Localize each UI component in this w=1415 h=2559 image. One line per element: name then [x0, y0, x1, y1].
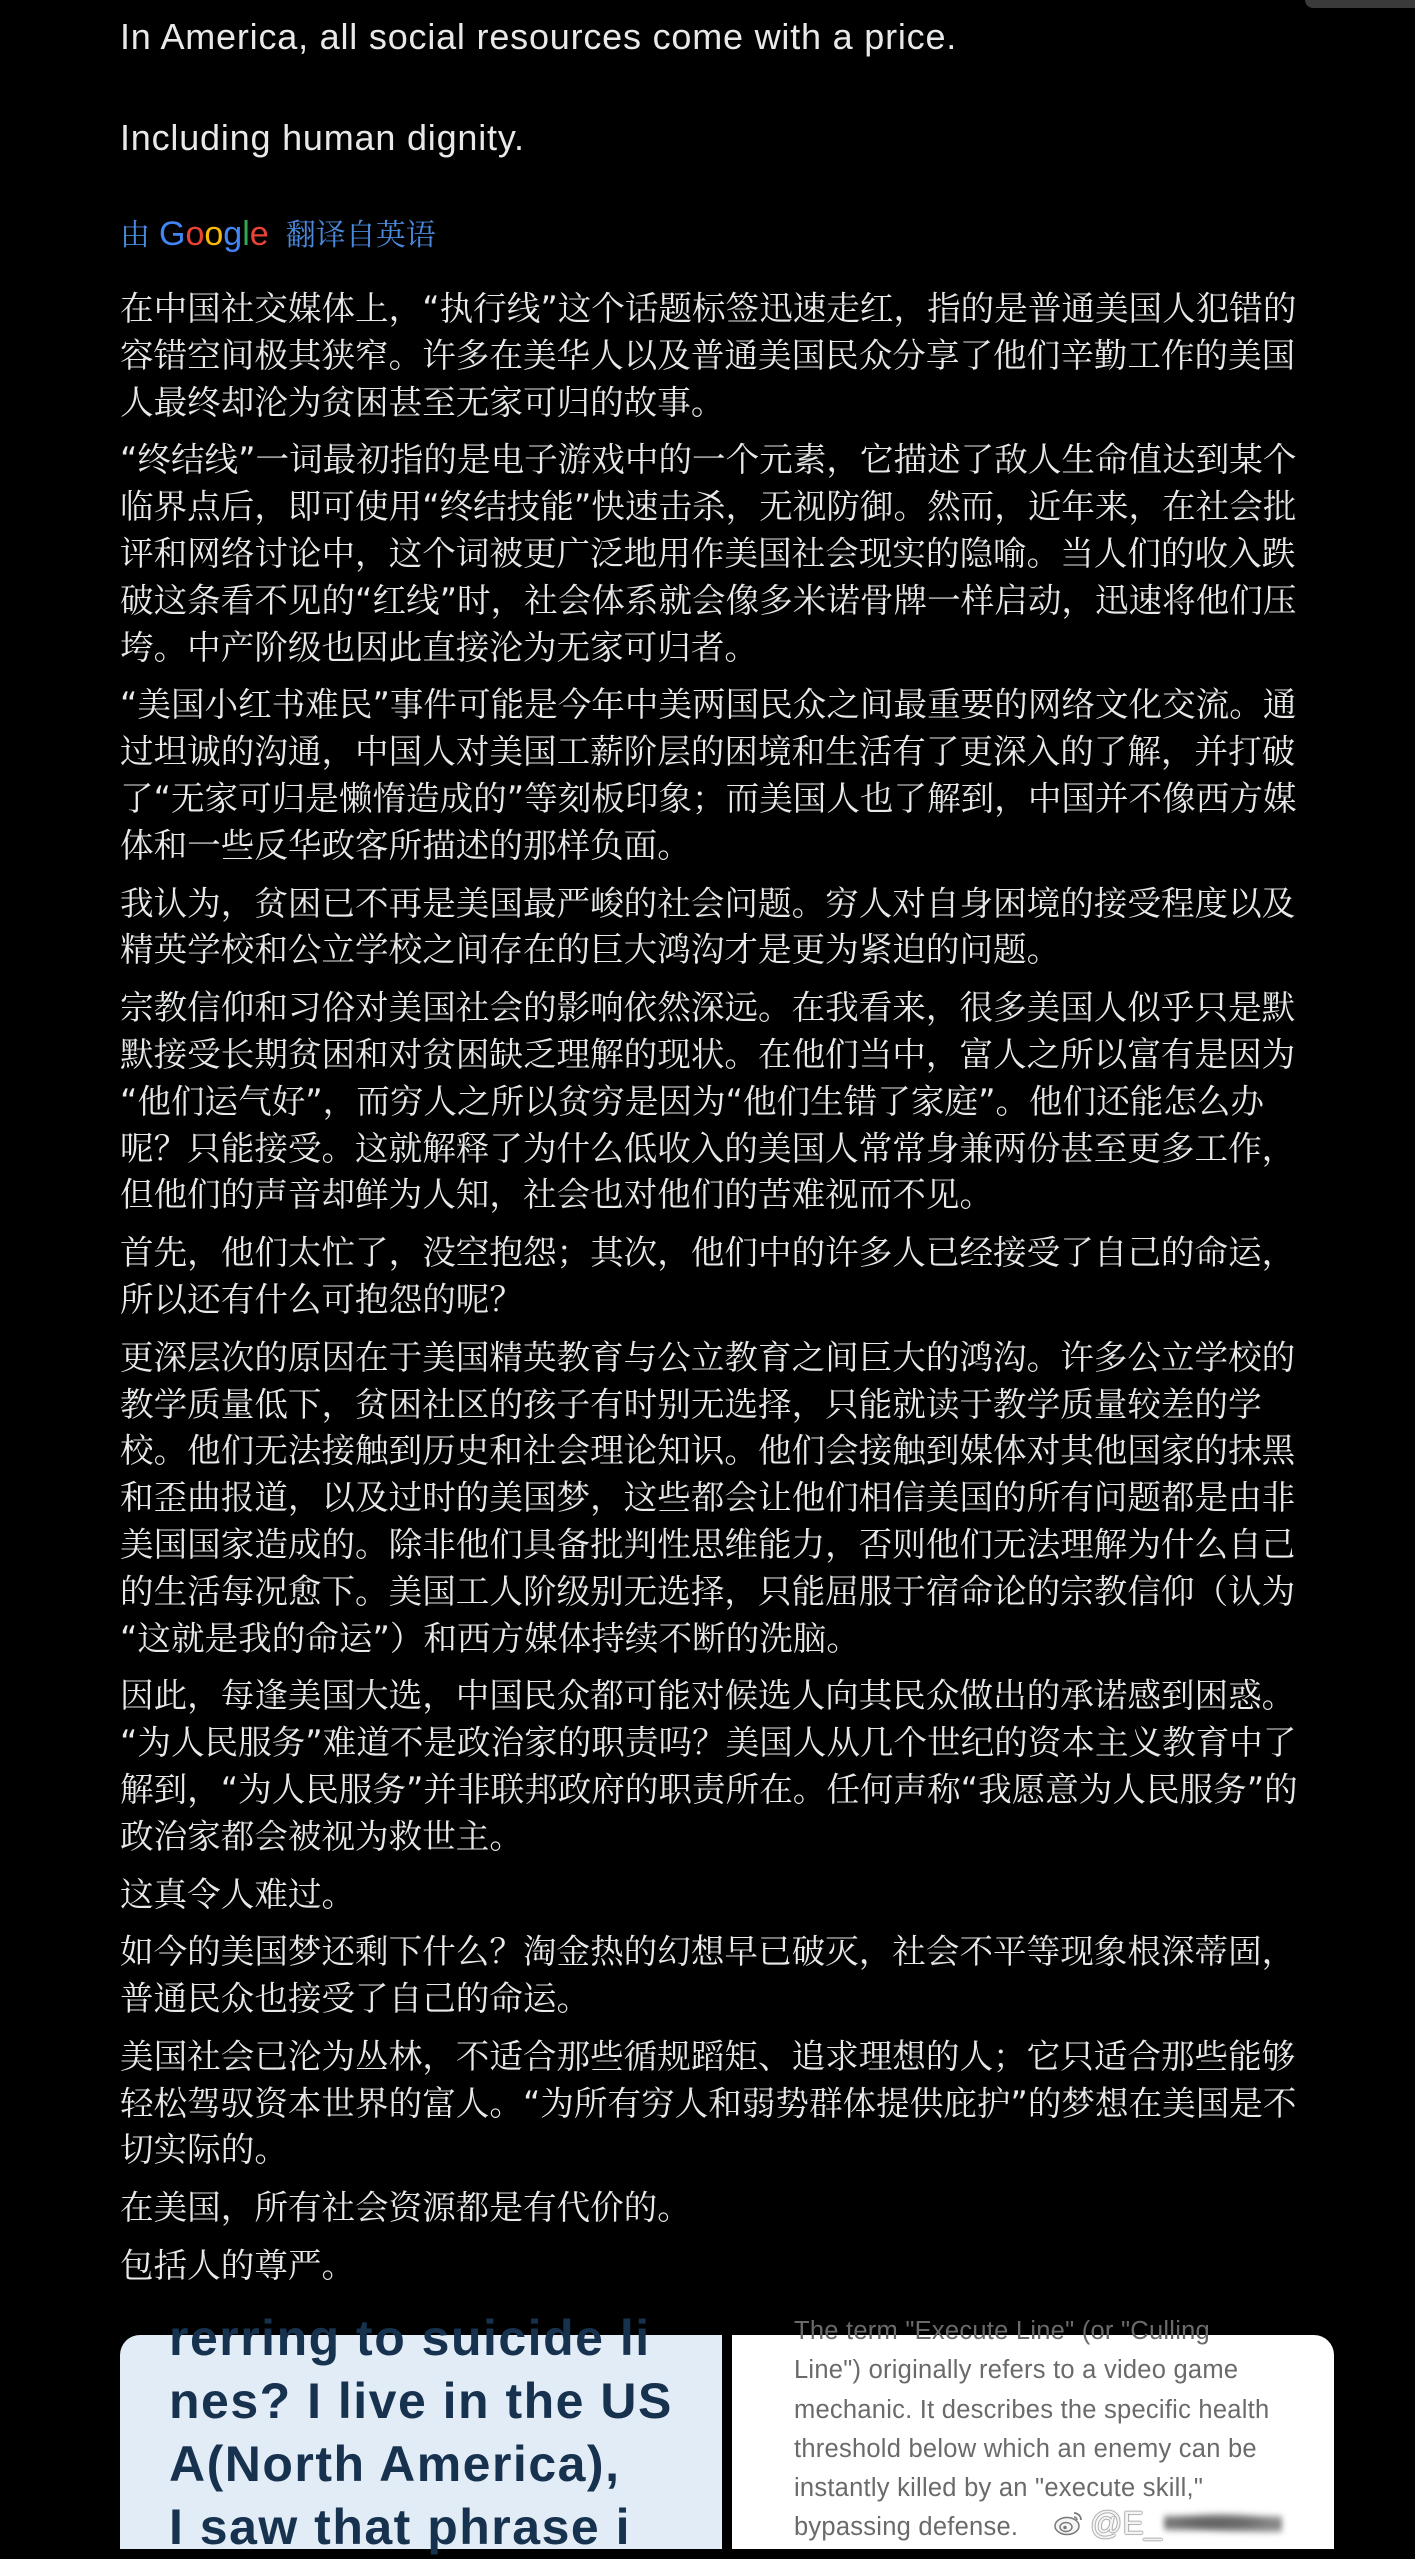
blurred-username: [1164, 2512, 1282, 2534]
google-logo-letter: g: [223, 215, 243, 253]
watermark-handle: @E_: [1090, 2505, 1162, 2541]
paragraph-line: 的生活每况愈下。美国工人阶级别无选择，只能屈服于宿命论的宗教信仰（认为: [120, 1571, 1296, 1611]
translated-paragraph: [120, 437, 1360, 671]
translated-paragraph: [120, 1929, 1360, 2023]
left-image-text: [169, 2307, 673, 2559]
right-image-line: Line") originally refers to a video game: [794, 2356, 1239, 2385]
paragraph-line: “这就是我的命运”）和西方媒体持续不断的洗脑。: [120, 1618, 860, 1658]
paragraph-line: 教学质量低下，贫困社区的孩子有时别无选择，只能就读于教学质量较差的学: [120, 1384, 1262, 1424]
right-image-line: mechanic. It describes the specific health: [794, 2395, 1270, 2424]
paragraph-line: 在美国，所有社会资源都是有代价的。: [120, 2188, 691, 2228]
paragraph-line: 宗教信仰和习俗对美国社会的影响依然深远。在我看来，很多美国人似乎只是默: [120, 988, 1296, 1028]
right-image-line: bypassing defense.: [794, 2513, 1019, 2542]
translated-paragraph: [120, 1230, 1360, 1324]
paragraph-line: 了“无家可归是懒惰造成的”等刻板印象；而美国人也了解到，中国并不像西方媒: [120, 778, 1297, 818]
paragraph-line: 过坦诚的沟通，中国人对美国工薪阶层的困境和生活有了更深入的了解，并打破: [120, 732, 1296, 772]
translation-notice: [120, 214, 436, 254]
paragraph-line: 容错空间极其狭窄。许多在美华人以及普通美国民众分享了他们辛勤工作的美国: [120, 335, 1296, 375]
paragraph-line: 普通民众也接受了自己的命运。: [120, 1979, 591, 2019]
right-image-line: threshold below which an enemy can be: [794, 2434, 1257, 2463]
paragraph-line: 但他们的声音却鲜为人知，社会也对他们的苦难视而不见。: [120, 1175, 994, 1215]
paragraph-line: 人最终却沦为贫困甚至无家可归的故事。: [120, 382, 725, 422]
paragraph-line: “为人民服务”难道不是政治家的职责吗？美国人从几个世纪的资本主义教育中了: [120, 1723, 1297, 1763]
weibo-logo-icon: [1054, 2510, 1084, 2536]
paragraph-line: 包括人的尊严。: [120, 2246, 356, 2286]
paragraph-line: 解到，“为人民服务”并非联邦政府的职责所在。任何声称“我愿意为人民服务”的: [120, 1769, 1298, 1809]
paragraph-line: 首先，他们太忙了，没空抱怨；其次，他们中的许多人已经接受了自己的命运，: [120, 1233, 1296, 1273]
translation-notice-prefix: 由: [120, 218, 150, 253]
paragraph-line: 精英学校和公立学校之间存在的巨大鸿沟才是更为紧迫的问题。: [120, 930, 1061, 970]
weibo-watermark: [1054, 2503, 1282, 2543]
left-image-line: nes? I live in the US: [169, 2373, 673, 2429]
paragraph-line: 我认为，贫困已不再是美国最严峻的社会问题。穷人对自身困境的接受程度以及: [120, 883, 1296, 923]
translated-paragraph: [120, 682, 1360, 869]
paragraph-line: 因此，每逢美国大选，中国民众都可能对候选人向其民众做出的承诺感到困惑。: [120, 1676, 1296, 1716]
translated-paragraph: [120, 2034, 1360, 2174]
google-logo-letter: o: [204, 215, 224, 253]
attached-image-right[interactable]: [732, 2317, 1334, 2549]
paragraph-line: 体和一些反华政客所描述的那样负面。: [120, 825, 691, 865]
google-logo-letter: G: [159, 215, 186, 253]
paragraph-line: 所以还有什么可抱怨的呢？: [120, 1279, 523, 1319]
translated-paragraph: [120, 1335, 1360, 1663]
paragraph-line: 呢？只能接受。这就解释了为什么低收入的美国人常常身兼两份甚至更多工作，: [120, 1128, 1296, 1168]
paragraph-line: 评和网络讨论中，这个词被更广泛地用作美国社会现实的隐喻。当人们的收入跌: [120, 533, 1296, 573]
translated-text: [120, 286, 1360, 2290]
paragraph-line: 在中国社交媒体上，“执行线”这个话题标签迅速走红，指的是普通美国人犯错的: [120, 289, 1297, 328]
left-image-line: I saw that phrase i: [169, 2499, 631, 2555]
paragraph-line: “美国小红书难民”事件可能是今年中美两国民众之间最重要的网络文化交流。通: [120, 685, 1297, 725]
paragraph-line: 更深层次的原因在于美国精英教育与公立教育之间巨大的鸿沟。许多公立学校的: [120, 1337, 1296, 1377]
original-text-line: Including human dignity.: [120, 117, 525, 158]
google-logo-letter: l: [242, 215, 250, 253]
left-image-line: rerring to suicide li: [169, 2310, 651, 2366]
paragraph-line: “他们运气好”，而穷人之所以贫穷是因为“他们生错了家庭”。他们还能怎么办: [120, 1081, 1265, 1121]
translated-paragraph: [120, 2185, 1360, 2232]
paragraph-line: 和歪曲报道，以及过时的美国梦，这些都会让他们相信美国的所有问题都是由非: [120, 1478, 1296, 1518]
paragraph-line: 校。他们无法接触到历史和社会理论知识。他们会接触到媒体对其他国家的抹黑: [120, 1431, 1296, 1471]
right-image-line: The term "Execute Line" (or "Culling: [794, 2317, 1210, 2345]
paragraph-line: 默接受长期贫困和对贫困缺乏理解的现状。在他们当中，富人之所以富有是因为: [120, 1034, 1296, 1074]
original-text-line: In America, all social resources come with a price.: [120, 16, 958, 57]
paragraph-line: 美国国家造成的。除非他们具备批判性思维能力，否则他们无法理解为什么自己: [120, 1524, 1296, 1564]
google-logo: [159, 215, 269, 253]
paragraph-line: 美国社会已沦为丛林，不适合那些循规蹈矩、追求理想的人；它只适合那些能够: [120, 2036, 1296, 2076]
google-logo-letter: e: [249, 215, 269, 253]
paragraph-line: 这真令人难过。: [120, 1874, 356, 1914]
translated-paragraph: [120, 2243, 1360, 2290]
translated-paragraph: [120, 1872, 1360, 1919]
paragraph-line: 如今的美国梦还剩下什么？淘金热的幻想早已破灭，社会不平等现象根深蒂固，: [120, 1932, 1296, 1972]
translation-notice-suffix: 翻译自英语: [285, 218, 436, 253]
translated-paragraph: [120, 286, 1360, 426]
translated-paragraph: [120, 985, 1360, 1219]
right-image-line: instantly killed by an "execute skill,": [794, 2474, 1204, 2503]
paragraph-line: 破这条看不见的“红线”时，社会体系就会像多米诺骨牌一样启动，迅速将他们压: [120, 580, 1297, 620]
paragraph-line: “终结线”一词最初指的是电子游戏中的一个元素，它描述了敌人生命值达到某个: [120, 440, 1297, 480]
translated-paragraph: [120, 1673, 1360, 1860]
translated-paragraph: [120, 881, 1360, 975]
attached-image-left[interactable]: [120, 2310, 722, 2555]
paragraph-line: 临界点后，即可使用“终结技能”快速击杀，无视防御。然而，近年来，在社会批: [120, 487, 1297, 527]
google-logo-letter: o: [185, 215, 205, 253]
left-image-line: A(North America),: [169, 2436, 621, 2492]
paragraph-line: 垮。中产阶级也因此直接沦为无家可归者。: [120, 627, 758, 667]
paragraph-line: 轻松驾驭资本世界的富人。“为所有穷人和弱势群体提供庇护”的梦想在美国是不: [120, 2083, 1297, 2123]
paragraph-line: 切实际的。: [120, 2130, 288, 2170]
top-edge-strip: [1305, 0, 1415, 8]
paragraph-line: 政治家都会被视为救世主。: [120, 1816, 523, 1856]
